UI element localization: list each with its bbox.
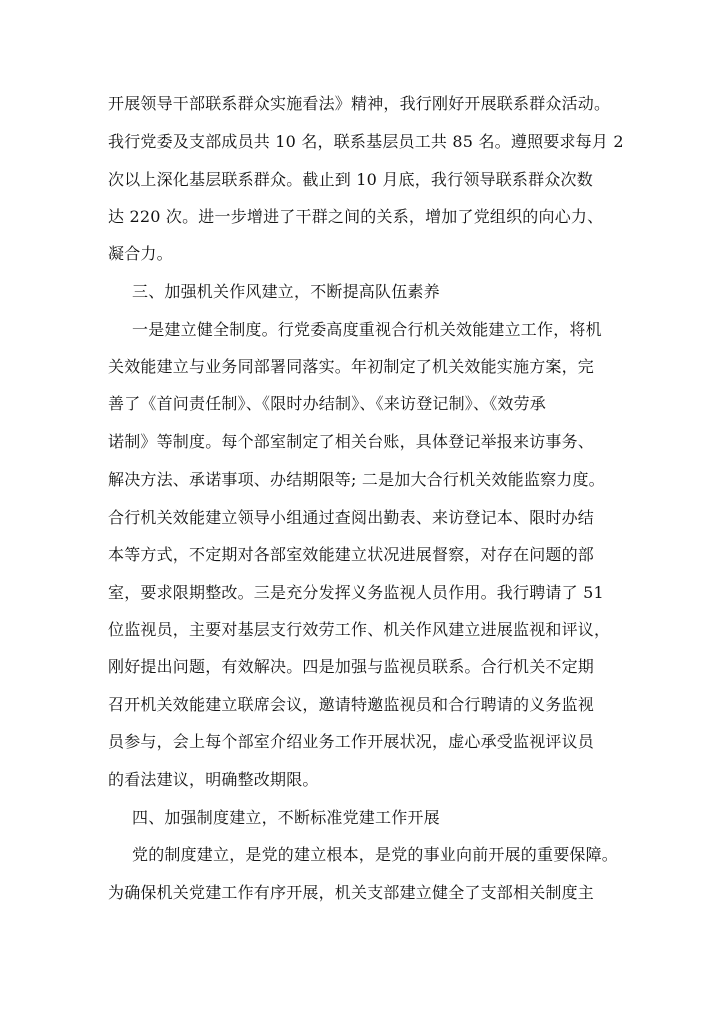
paragraph-line: 关效能建立与业务同部署同落实。年初制定了机关效能实施方案，完 (108, 357, 595, 376)
section-heading: 三、加强机关作风建立，不断提高队伍素养 (132, 282, 440, 301)
paragraph-line: 党的制度建立，是党的建立根本，是党的事业向前开展的重要保障。 (132, 845, 619, 864)
paragraph-line: 室，要求限期整改。三是充分发挥义务监视人员作用。我行聘请了 51 (108, 583, 604, 602)
paragraph-line: 刚好提出问题，有效解决。四是加强与监视员联系。合行机关不定期 (108, 657, 595, 676)
paragraph-line: 合行机关效能建立领导小组通过查阅出勤表、来访登记本、限时办结 (108, 508, 595, 527)
paragraph-line: 位监视员，主要对基层支行效劳工作、机关作风建立进展监视和评议， (108, 620, 611, 639)
paragraph-line: 本等方式，不定期对各部室效能建立状况进展督察，对存在问题的部 (108, 545, 595, 564)
paragraph-line: 开展领导干部联系群众实施看法》精神，我行刚好开展联系群众活动。 (108, 94, 611, 113)
paragraph-line: 员参与，会上每个部室介绍业务工作开展状况，虚心承受监视评议员 (108, 732, 595, 751)
paragraph-line: 一是建立健全制度。行党委高度重视合行机关效能建立工作，将机 (132, 320, 602, 339)
paragraph-line: 为确保机关党建工作有序开展，机关支部建立健全了支部相关制度主 (108, 883, 595, 902)
paragraph-line: 次以上深化基层联系群众。截止到 10 月底，我行领导联系群众次数 (108, 170, 593, 189)
paragraph-line: 召开机关效能建立联席会议，邀请特邀监视员和合行聘请的义务监视 (108, 695, 595, 714)
paragraph-line: 诺制》等制度。每个部室制定了相关台账，具体登记举报来访事务、 (108, 432, 595, 451)
paragraph-line: 解决方法、承诺事项、办结期限等; 二是加大合行机关效能监察力度。 (108, 470, 605, 489)
paragraph-line: 的看法建议，明确整改期限。 (108, 770, 319, 789)
paragraph-line: 达 220 次。进一步增进了干群之间的关系，增加了党组织的向心力、 (108, 207, 604, 226)
paragraph-line: 凝合力。 (108, 244, 173, 263)
paragraph-line: 我行党委及支部成员共 10 名，联系基层员工共 85 名。遵照要求每月 2 (108, 132, 624, 151)
paragraph-line: 善了《首问责任制》、《限时办结制》、《来访登记制》、《效劳承 (108, 394, 547, 413)
section-heading: 四、加强制度建立，不断标准党建工作开展 (132, 808, 440, 827)
